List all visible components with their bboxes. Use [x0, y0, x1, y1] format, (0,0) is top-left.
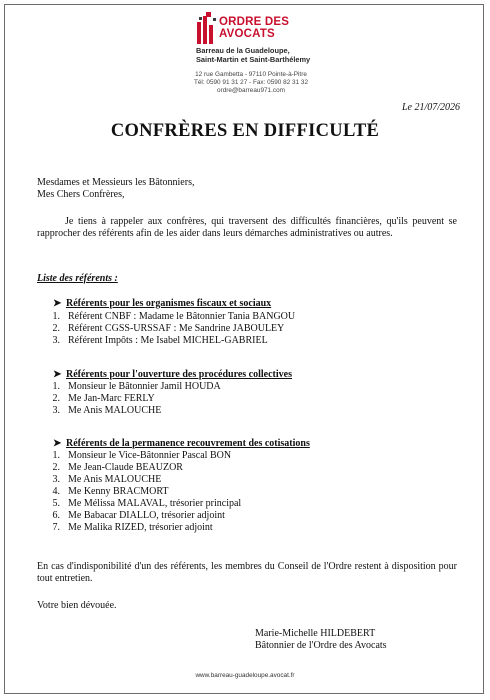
- list-item: 3. Me Anis MALOUCHE: [52, 474, 162, 485]
- org-name-line2: AVOCATS: [219, 28, 275, 40]
- list-item: 2. Référent CGSS-URSSAF : Me Sandrine JABOULEY: [52, 323, 285, 334]
- intro-paragraph: Je tiens à rappeler aux confrères, qui traversent des difficultés financières, qu'ils peuvent se rapprocher des référents afin de les aider dans leurs démarches administratives ou autres.: [37, 216, 457, 239]
- bar-name: [196, 46, 310, 64]
- list-item: 6. Me Babacar DIALLO, trésorier adjoint: [52, 510, 225, 521]
- list-item: 1. Référent CNBF : Madame le Bâtonnier Tania BANGOU: [52, 311, 296, 322]
- list-item: 3. Me Anis MALOUCHE: [52, 405, 162, 416]
- arrow-bullet-icon: ➤: [53, 438, 62, 449]
- list-item: 1. Monsieur le Bâtonnier Jamil HOUDA: [52, 381, 221, 392]
- email-address: ordre@barreau971.com: [217, 87, 285, 94]
- signatory-title: Bâtonnier de l'Ordre des Avocats: [255, 640, 387, 651]
- bar-name-line1: Barreau de la Guadeloupe,: [196, 46, 290, 55]
- list-item: 1. Monsieur le Vice-Bâtonnier Pascal BON: [52, 450, 232, 461]
- list-item: 2. Me Jan-Marc FERLY: [52, 393, 155, 404]
- salutation: [37, 177, 194, 201]
- phone-fax: Tél: 0590 91 31 27 - Fax: 0590 82 31 32: [193, 79, 309, 86]
- org-name-line1: ORDRE DES: [219, 16, 290, 28]
- arrow-bullet-icon: ➤: [53, 298, 62, 309]
- section-heading-recovery: ➤ Référents de la permanence recouvrement des cotisations: [53, 438, 310, 449]
- list-item: 4. Me Kenny BRACMORT: [52, 486, 169, 497]
- letter-title: CONFRÈRES EN DIFFICULTÉ: [110, 121, 380, 141]
- salutation-line2: Mes Chers Confrères,: [37, 189, 125, 200]
- salutation-line1: Mesdames et Messieurs les Bâtonniers,: [37, 177, 195, 188]
- org-name: [219, 16, 289, 40]
- closing-paragraph: En cas d'indisponibilité d'un des référents, les membres du Conseil de l'Ordre restent à disposition pour tout entretien.: [37, 561, 457, 584]
- list-heading: Liste des référents :: [37, 273, 118, 284]
- signatory-name: Marie-Michelle HILDEBERT: [255, 628, 376, 639]
- letter-date: Le 21/07/2026: [401, 102, 460, 113]
- section-heading-tax: ➤ Référents pour les organismes fiscaux et sociaux: [53, 298, 272, 309]
- bar-logo-icon: [196, 12, 218, 46]
- list-item: 3. Référent Impôts : Me Isabel MICHEL-GABRIEL: [52, 335, 268, 346]
- list-recovery-referents: [37, 450, 241, 534]
- contact-block: [186, 71, 316, 95]
- bar-name-line2: Saint-Martin et Saint-Barthélemy: [196, 55, 311, 64]
- signature-block: [255, 628, 387, 652]
- list-procedure-referents: [37, 381, 221, 417]
- list-item: 5. Me Mélissa MALAVAL, trésorier principal: [52, 498, 242, 509]
- list-item: 2. Me Jean-Claude BEAUZOR: [52, 462, 183, 473]
- sign-off: Votre bien dévouée.: [37, 600, 117, 611]
- section-heading-procedures: ➤ Référents pour l'ouverture des procédures collectives: [53, 369, 292, 380]
- list-tax-referents: [37, 311, 295, 347]
- postal-address: 12 rue Gambetta - 97110 Pointe-à-Pitre: [195, 71, 307, 78]
- list-item: 7. Me Malika RIZED, trésorier adjoint: [52, 522, 213, 533]
- arrow-bullet-icon: ➤: [53, 369, 62, 380]
- footer-website[interactable]: www.barreau-guadeloupe.avocat.fr: [195, 672, 295, 679]
